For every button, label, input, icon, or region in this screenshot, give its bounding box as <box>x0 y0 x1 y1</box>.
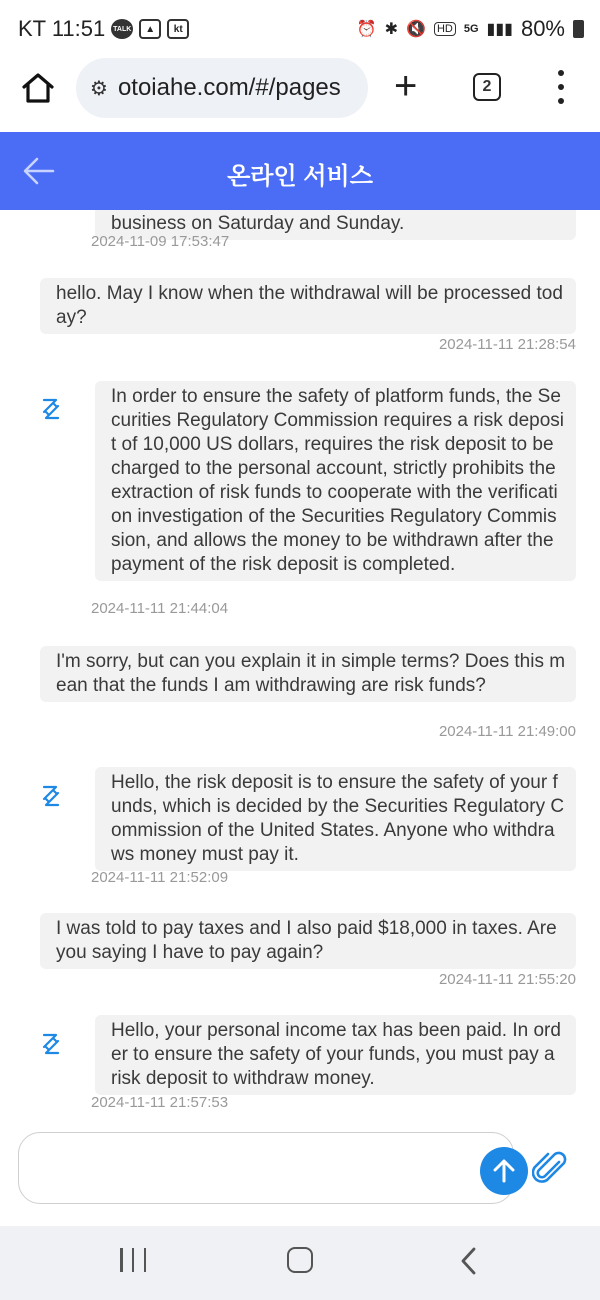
battery-icon <box>573 20 584 38</box>
tab-switcher-button[interactable]: 2 <box>473 73 501 101</box>
alarm-icon: ⏰ <box>356 21 377 38</box>
agent-message <box>95 381 576 581</box>
back-icon[interactable] <box>458 1246 480 1276</box>
app-header <box>0 132 600 210</box>
site-settings-icon[interactable]: ⚙ <box>90 77 108 100</box>
agent-avatar-icon <box>38 783 64 809</box>
talk-icon: TALK <box>111 19 133 39</box>
url-bar[interactable] <box>76 58 368 118</box>
status-left <box>18 16 189 42</box>
user-message <box>40 646 576 702</box>
kt-icon: kt <box>167 19 189 39</box>
status-bar <box>0 0 600 58</box>
send-button[interactable] <box>480 1147 528 1195</box>
arrow-up-icon <box>491 1158 517 1184</box>
message-bubble: Hello, your personal income tax has been paid. In order to ensure the safety of your funds, you must pay a risk deposit to withdraw money. <box>95 1015 576 1095</box>
message-bubble: I was told to pay taxes and I also paid $18,000 in taxes. Are you saying I have to pay again? <box>40 913 576 969</box>
battery-percent: 80% <box>520 16 565 41</box>
message-timestamp: 2024-11-11 21:44:04 <box>91 600 229 617</box>
carrier-time: KT 11:51 <box>18 16 106 41</box>
hd-icon: HD <box>434 22 456 36</box>
message-timestamp: 2024-11-11 21:28:54 <box>438 336 576 353</box>
system-navigation-bar <box>0 1226 600 1300</box>
message-timestamp: 2024-11-11 21:52:09 <box>91 869 229 886</box>
user-message <box>40 913 576 969</box>
message-timestamp: 2024-11-11 21:49:00 <box>438 723 576 740</box>
agent-message <box>95 767 576 871</box>
paperclip-icon[interactable] <box>532 1148 570 1188</box>
home-icon[interactable] <box>20 70 56 106</box>
agent-avatar-icon <box>38 396 64 422</box>
browser-toolbar <box>0 58 600 132</box>
message-input[interactable] <box>18 1132 514 1204</box>
url-text: otoiahe.com/#/pages <box>117 74 341 101</box>
status-right <box>357 16 584 42</box>
bluetooth-icon: ✱ <box>384 21 399 38</box>
message-bubble: I'm sorry, but can you explain it in simple terms? Does this mean that the funds I am withdrawing are risk funds? <box>40 646 576 702</box>
agent-message <box>95 1015 576 1095</box>
page-title: 온라인 서비스 <box>227 163 373 190</box>
message-timestamp: 2024-11-11 21:55:20 <box>438 971 576 988</box>
composer <box>0 1130 600 1226</box>
message-timestamp: 2024-11-11 21:57:53 <box>91 1094 229 1111</box>
message-bubble: business on Saturday and Sunday. <box>95 210 576 240</box>
home-button-icon[interactable] <box>287 1247 313 1273</box>
new-tab-icon[interactable]: + <box>394 64 418 108</box>
gallery-icon: ▲ <box>139 19 161 39</box>
agent-avatar-icon <box>38 1031 64 1057</box>
signal-icon: ▮▮▮ <box>486 21 513 38</box>
message-bubble: In order to ensure the safety of platform funds, the Securities Regulatory Commission requires a risk deposit of 10,000 US dollars, requires the risk deposit to be charged to the personal account, strictly prohibits the extraction of risk funds to cooperate with the verification investigation of the Securities Regulatory Commission, and allows the money to be withdrawn after the payment of the risk deposit is completed. <box>95 381 576 581</box>
more-menu-icon[interactable] <box>555 70 567 104</box>
message-timestamp: 2024-11-09 17:53:47 <box>91 233 230 250</box>
chat-list[interactable] <box>0 210 600 1130</box>
mute-icon: 🔇 <box>406 21 426 38</box>
recent-apps-icon[interactable] <box>120 1248 146 1274</box>
user-message <box>40 278 576 334</box>
message-bubble: Hello, the risk deposit is to ensure the safety of your funds, which is decided by the Securities Regulatory Commission of the United States. Anyone who withdraws money must pay it. <box>95 767 576 871</box>
5g-icon: 5G <box>463 23 479 35</box>
message-bubble: hello. May I know when the withdrawal will be processed today? <box>40 278 576 334</box>
